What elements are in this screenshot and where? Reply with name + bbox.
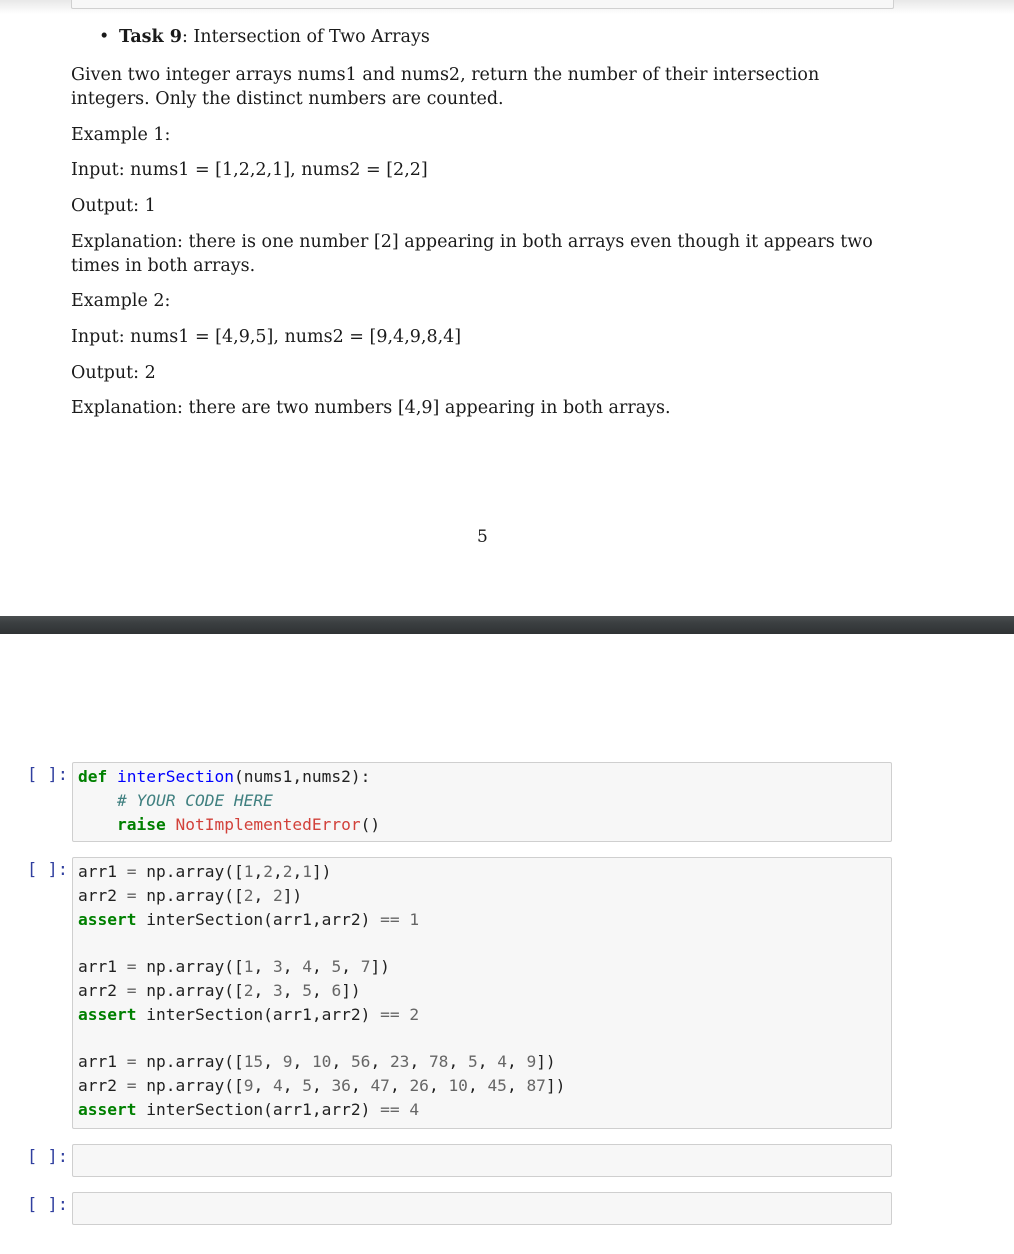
previous-cell-edge	[71, 0, 894, 9]
bullet-marker: •	[99, 27, 110, 47]
assert-expression: interSection(arr1,arr2) == 2	[146, 1005, 420, 1024]
task-heading	[99, 27, 430, 47]
code-line-comment	[78, 789, 273, 813]
task-label: Task 9	[119, 27, 182, 47]
page-separator	[0, 616, 1014, 634]
cell-prompt: [ ]:	[27, 1195, 68, 1215]
test-line: arr2 = np.array([2, 2])	[78, 886, 303, 905]
test-line: arr1 = np.array([1,2,2,1])	[78, 862, 332, 881]
page-number: 5	[477, 527, 488, 547]
test-line: arr1 = np.array([15, 9, 10, 56, 23, 78, 5, 4, 9])	[78, 1052, 556, 1071]
example-2-explanation: Explanation: there are two numbers [4,9] appearing in both arrays.	[71, 398, 671, 418]
example-1-heading: Example 1:	[71, 125, 171, 145]
assert-expression: interSection(arr1,arr2) == 4	[146, 1100, 420, 1119]
example-2-heading: Example 2:	[71, 291, 171, 311]
task-description: Given two integer arrays nums1 and nums2, return the number of their intersection integers. Only the distinct numbers are counted.	[71, 65, 820, 109]
def-keyword: def	[78, 767, 108, 786]
example-2-output: Output: 2	[71, 363, 156, 383]
assert-line	[78, 1003, 419, 1027]
raise-keyword: raise	[116, 815, 166, 834]
code-line-def	[78, 765, 370, 789]
exception-call: ()	[360, 815, 381, 834]
function-params: (nums1,nums2):	[233, 767, 371, 786]
assert-keyword: assert	[78, 1005, 137, 1024]
assert-line	[78, 908, 419, 932]
task-title: : Intersection of Two Arrays	[181, 27, 430, 47]
example-1-input: Input: nums1 = [1,2,2,1], nums2 = [2,2]	[71, 160, 428, 180]
test-line: arr1 = np.array([1, 3, 4, 5, 7])	[78, 957, 390, 976]
example-1-explanation: Explanation: there is one number [2] appearing in both arrays even though it appears two times in both arrays.	[71, 232, 873, 276]
cell-prompt: [ ]:	[27, 1147, 68, 1167]
assert-expression: interSection(arr1,arr2) == 1	[146, 910, 420, 929]
code-comment: # YOUR CODE HERE	[116, 791, 273, 810]
function-name: interSection	[117, 767, 234, 786]
example-1-output: Output: 1	[71, 196, 156, 216]
empty-code-cell[interactable]	[72, 1144, 892, 1177]
exception-name: NotImplementedError	[175, 815, 361, 834]
code-line-raise	[78, 813, 380, 837]
empty-code-cell[interactable]	[72, 1192, 892, 1225]
assert-keyword: assert	[78, 1100, 137, 1119]
assert-keyword: assert	[78, 910, 137, 929]
cell-prompt: [ ]:	[27, 765, 68, 785]
assert-line	[78, 1098, 419, 1122]
cell-prompt: [ ]:	[27, 860, 68, 880]
test-line: arr2 = np.array([2, 3, 5, 6])	[78, 981, 361, 1000]
example-2-input: Input: nums1 = [4,9,5], nums2 = [9,4,9,8,4]	[71, 327, 462, 347]
test-line: arr2 = np.array([9, 4, 5, 36, 47, 26, 10, 45, 87])	[78, 1076, 566, 1095]
